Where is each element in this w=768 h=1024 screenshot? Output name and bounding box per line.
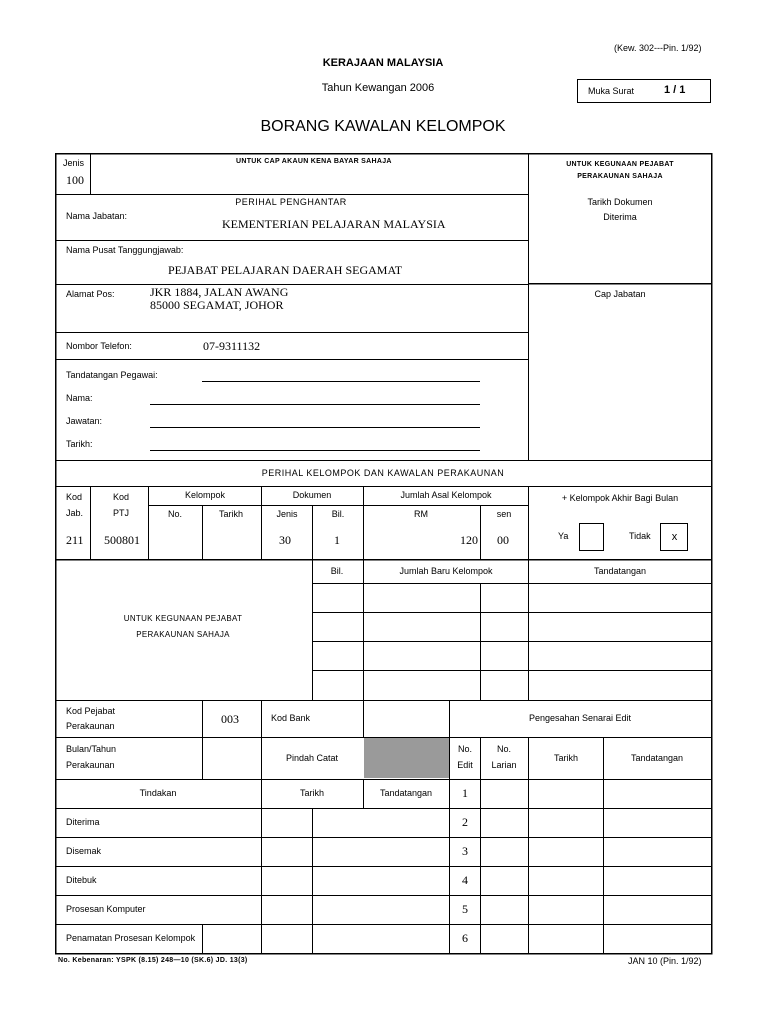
jumlah-baru-header: Jumlah Baru Kelompok (399, 566, 493, 576)
no-header: No. (167, 509, 183, 519)
no-edit-line2: Edit (457, 760, 473, 770)
date-label: Tarikh: (66, 439, 93, 449)
account-stamp-note: UNTUK CAP AKAUN KENA BAYAR SAHAJA (236, 158, 392, 165)
dokumen-bil-value[interactable]: 1 (334, 533, 340, 547)
action-item-penamatan-prosesan: Penamatan Prosesan Kelompok (66, 933, 196, 943)
no-larian-line2: Larian (491, 760, 517, 770)
phone-value[interactable]: 07-9311132 (203, 339, 261, 353)
tidak-checkbox[interactable]: x (671, 531, 678, 543)
financial-year: Tahun Kewangan 2006 (321, 82, 435, 94)
kod-ptj-value[interactable]: 500801 (104, 533, 140, 547)
footer-form-code: JAN 10 (Pin. 1/92) (628, 956, 702, 966)
address-label: Alamat Pos: (66, 289, 115, 299)
office-use-line1: UNTUK KEGUNAAN PEJABAT (123, 614, 243, 623)
office-use-line2: PERAKAUNAN SAHAJA (136, 630, 230, 639)
action-signature-header: Tandatangan (379, 788, 433, 798)
edit-number-5: 5 (462, 902, 468, 916)
ptj-label: PTJ (113, 508, 130, 518)
form-code: (Kew. 302---Pin. 1/92) (614, 43, 702, 53)
kelompok-header: Kelompok (184, 490, 226, 500)
tarikh-header: Tarikh (218, 509, 244, 519)
edit-number-6: 6 (462, 931, 468, 945)
edit-date-header: Tarikh (553, 753, 579, 763)
officer-signature-label: Tandatangan Pegawai: (66, 370, 158, 380)
kod-pejabat-value[interactable]: 003 (221, 712, 239, 726)
edit-number-1: 1 (462, 786, 468, 800)
jumlah-asal-header: Jumlah Asal Kelompok (400, 490, 492, 500)
edit-number-3: 3 (462, 844, 468, 858)
bulan-tahun-label-line1: Bulan/Tahun (66, 744, 117, 754)
address-line1[interactable]: JKR 1884, JALAN AWANG (150, 285, 289, 299)
ya-checkbox[interactable] (580, 524, 604, 551)
action-item-prosesan-komputer: Prosesan Komputer (66, 904, 146, 914)
date-line[interactable] (150, 450, 480, 451)
form-title: BORANG KAWALAN KELOMPOK (260, 118, 506, 135)
office-use-note-line2: PERAKAUNAN SAHAJA (577, 173, 663, 180)
jenis-header: Jenis (276, 509, 298, 519)
jenis-label: Jenis (63, 158, 85, 168)
kod-ptj-label: Kod (113, 492, 130, 502)
ya-label: Ya (558, 531, 569, 541)
page-value: 1 / 1 (664, 84, 686, 96)
office-use-note-line1: UNTUK KEGUNAAN PEJABAT (566, 161, 674, 168)
rm-header: RM (414, 509, 428, 519)
edit-number-2: 2 (462, 815, 468, 829)
new-bil-header: Bil. (330, 566, 344, 576)
government-heading: KERAJAAN MALAYSIA (322, 57, 444, 69)
action-item-disemak: Disemak (66, 846, 102, 856)
tindakan-header: Tindakan (139, 788, 177, 798)
name-line[interactable] (150, 404, 480, 405)
name-label: Nama: (66, 393, 93, 403)
department-stamp-label: Cap Jabatan (594, 289, 646, 299)
jab-label: Jab. (66, 508, 84, 518)
responsibility-center-value[interactable]: PEJABAT PELAJARAN DAERAH SEGAMAT (168, 263, 403, 277)
document-date-line2: Diterima (603, 212, 637, 222)
batch-heading: PERIHAL KELOMPOK DAN KAWALAN PERAKAUNAN (261, 468, 505, 478)
action-date-header: Tarikh (299, 788, 325, 798)
department-value[interactable]: KEMENTERIAN PELAJARAN MALAYSIA (222, 217, 446, 231)
position-line[interactable] (150, 427, 480, 428)
address-line2[interactable]: 85000 SEGAMAT, JOHOR (150, 298, 284, 312)
jumlah-sen-value[interactable]: 00 (497, 533, 509, 547)
action-item-ditebuk: Ditebuk (66, 875, 97, 885)
page-label: Muka Surat (588, 86, 635, 96)
phone-label: Nombor Telefon: (66, 341, 132, 351)
position-label: Jawatan: (66, 416, 103, 426)
document-date-line1: Tarikh Dokumen (587, 197, 653, 207)
action-item-diterima: Diterima (66, 817, 100, 827)
jumlah-rm-value[interactable]: 120 (460, 533, 478, 547)
signature-header: Tandatangan (593, 566, 647, 576)
kod-pejabat-label-line2: Perakaunan (66, 721, 115, 731)
no-larian-line1: No. (496, 744, 512, 754)
tidak-label: Tidak (629, 531, 651, 541)
edit-list-verification-label: Pengesahan Senarai Edit (528, 713, 632, 723)
kod-jab-label: Kod (66, 492, 83, 502)
responsibility-center-label: Nama Pusat Tanggungjawab: (66, 245, 184, 255)
pindah-catat-label: Pindah Catat (285, 753, 339, 763)
edit-signature-header: Tandatangan (630, 753, 684, 763)
bulan-tahun-label-line2: Perakaunan (66, 760, 115, 770)
dokumen-jenis-value[interactable]: 30 (279, 533, 291, 547)
jenis-value[interactable]: 100 (66, 173, 84, 187)
footer-reference: No. Kebenaran: YSPK (8.15) 248—10 (SK.6) JD. 13(3) (58, 957, 248, 964)
officer-signature-line[interactable] (202, 381, 480, 382)
kod-bank-label: Kod Bank (271, 713, 311, 723)
bil-header: Bil. (331, 509, 345, 519)
month-end-batch-label: + Kelompok Akhir Bagi Bulan (561, 493, 679, 503)
kod-jab-value[interactable]: 211 (66, 533, 84, 547)
dokumen-header: Dokumen (292, 490, 332, 500)
no-edit-line1: No. (457, 744, 473, 754)
kod-pejabat-label-line1: Kod Pejabat (66, 706, 116, 716)
sen-header: sen (496, 509, 512, 519)
edit-number-4: 4 (462, 873, 468, 887)
sender-heading: PERIHAL PENGHANTAR (235, 197, 347, 207)
shaded-cell (364, 738, 449, 778)
department-label: Nama Jabatan: (66, 211, 128, 221)
